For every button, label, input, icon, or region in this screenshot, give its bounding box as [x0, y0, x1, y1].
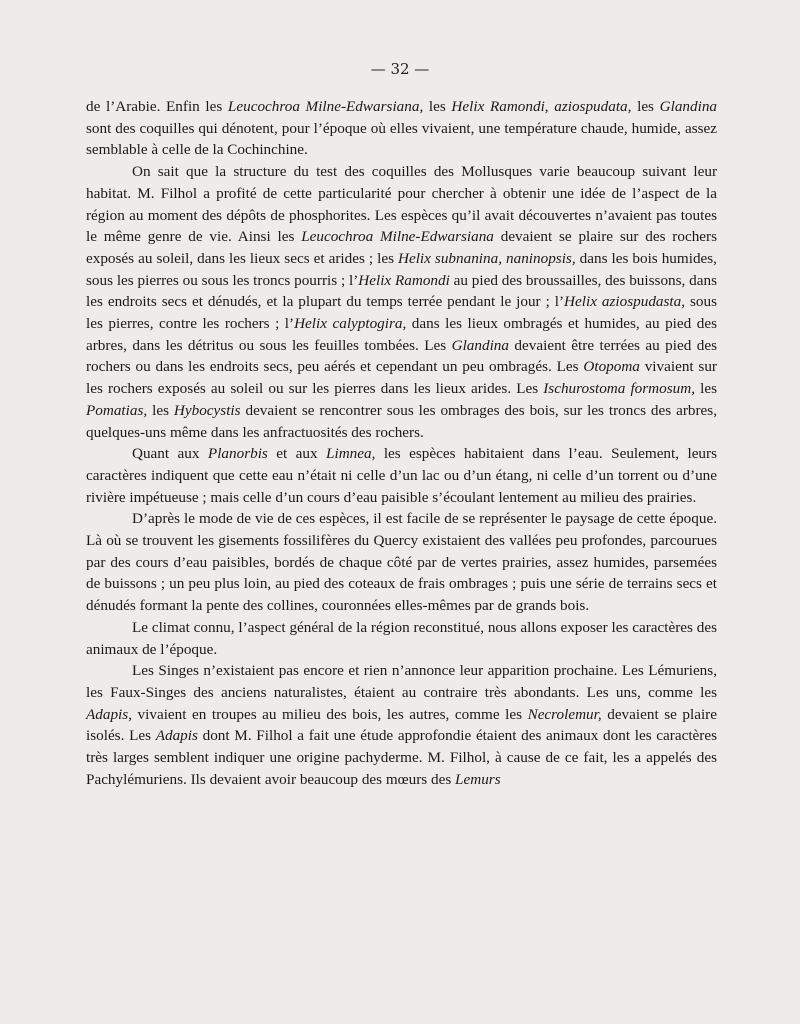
text-run: les — [695, 380, 717, 398]
text-run: devaient se plaire isolés. Les — [86, 705, 717, 745]
text-run: Les Singes n’existaient pas encore et rien n’annonce leur apparition prochaine. Les Lémuriens, les Faux-Singes des anciens naturalistes, étaient au contraire très abondants. Les uns, comme les — [86, 662, 717, 701]
italic-term: Glandina — [451, 336, 509, 354]
paragraph — [86, 660, 717, 790]
italic-term: Adapis, — [86, 705, 132, 723]
paragraph — [86, 161, 717, 443]
body-text — [86, 96, 717, 791]
text-run: Le climat connu, l’aspect général de la région reconstitué, nous allons exposer les caractères des animaux de l’époque. — [86, 618, 717, 658]
text-run: de l’Arabie. Enfin les — [86, 98, 228, 115]
italic-term: Helix aziospudasta, — [564, 293, 686, 311]
italic-term: Helix subnanina, naninopsis, — [398, 249, 576, 267]
text-run: vivaient sur les rochers exposés au soleil ou sur les pierres dans les lieux arides. Les — [86, 358, 717, 398]
text-run: les — [423, 98, 452, 115]
italic-term: Necrolemur, — [527, 705, 602, 723]
italic-term: Adapis — [155, 727, 198, 745]
italic-term: Limnea, — [326, 445, 376, 463]
text-run: les espèces habitaient dans l’eau. Seulement, leurs caractères indiquent que cette eau n’était ni celle d’un lac ou d’un étang, ni celle d’un torrent ou d’une rivière impétueuse ; mais celle d’un cours d’eau paisible s’écoulant lentement au milieu des prairies. — [86, 445, 717, 506]
italic-term: Otopoma — [583, 358, 640, 376]
text-run: les — [147, 401, 174, 419]
italic-term: Hybocystis — [173, 401, 241, 419]
italic-term: Glandina — [659, 98, 718, 115]
italic-term: Helix Ramondi — [358, 271, 450, 289]
paragraph — [86, 617, 717, 660]
paragraph — [86, 96, 717, 161]
text-run: vivaient en troupes au milieu des bois, les autres, comme les — [132, 705, 528, 723]
text-run: devaient se rencontrer sous les ombrages des bois, sur les troncs des arbres, quelques-uns même dans les anfractuosités des rochers. — [86, 401, 717, 441]
text-run: les — [631, 98, 660, 115]
italic-term: Leucochroa Milne-Edwarsiana — [301, 228, 494, 246]
paragraph — [86, 508, 717, 617]
text-run: et aux — [267, 445, 327, 463]
text-run: sont des coquilles qui dénotent, pour l’époque où elles vivaient, une température chaude, humide, assez semblable à celle de la Cochinchine. — [86, 119, 717, 159]
italic-term: Helix calyptogira, — [294, 315, 407, 333]
italic-term: Helix Ramondi, aziospudata, — [451, 98, 632, 115]
text-run: dans les lieux ombragés et humides, au pied des arbres, dans les détritus ou sous les feuilles tombées. Les — [86, 315, 717, 354]
italic-term: Lemurs — [455, 770, 501, 788]
text-run: devaient se plaire sur des rochers exposés au soleil, dans les lieux secs et arides ; les — [86, 228, 718, 267]
text-run: dans les bois humides, sous les pierres ou sous les troncs pourris ; l’ — [86, 249, 717, 289]
text-run: Quant aux — [132, 445, 208, 463]
text-run: On sait que la structure du test des coquilles des Mollusques varie beaucoup suivant leur habitat. M. Filhol a profité de cette particularité pour chercher à obtenir une idée de l’aspect de la région au moment des dépôts de phosphorites. Les espèces qu’il avait découvertes n’avaient pas toutes le même genre de vie. Ainsi les — [86, 163, 717, 246]
italic-term: Ischurostoma formosum, — [543, 380, 696, 398]
italic-term: Planorbis — [207, 445, 268, 463]
page-number: — 32 — — [370, 60, 430, 78]
italic-term: Pomatias, — [86, 401, 148, 419]
text-run: devaient être terrées au pied des rochers ou dans les endroits secs, peu aérés et cependant un peu ombragés. Les — [86, 336, 717, 376]
italic-term: Leucochroa Milne-Edwarsiana, — [227, 98, 424, 115]
text-run: sous les pierres, contre les rochers ; l’ — [86, 293, 718, 333]
paragraph — [86, 443, 717, 508]
text-run: D’après le mode de vie de ces espèces, il est facile de se représenter le paysage de cette époque. Là où se trouvent les gisements fossilifères du Quercy existaient des vallées peu profondes, parcourues par des cours d’eau paisibles, bordés de chaque côté par de vertes prairies, assez humides, parsemées de buissons ; un peu plus loin, au pied des coteaux de frais ombrages ; puis une série de terrains secs et dénudés formant la pente des collines, couronnées elles-mêmes par de grands bois. — [86, 510, 717, 615]
text-run: dont M. Filhol a fait une étude approfondie étaient des animaux dont les caractères très larges semblent indiquer une origine pachyderme. M. Filhol, à cause de ce fait, les a appelés des Pachylémuriens. Ils devaient avoir beaucoup des mœurs des — [86, 727, 717, 788]
text-run: au pied des broussailles, des buissons, dans les endroits secs et dénudés, et la plupart du temps terrée pendant le jour ; l’ — [86, 271, 717, 311]
